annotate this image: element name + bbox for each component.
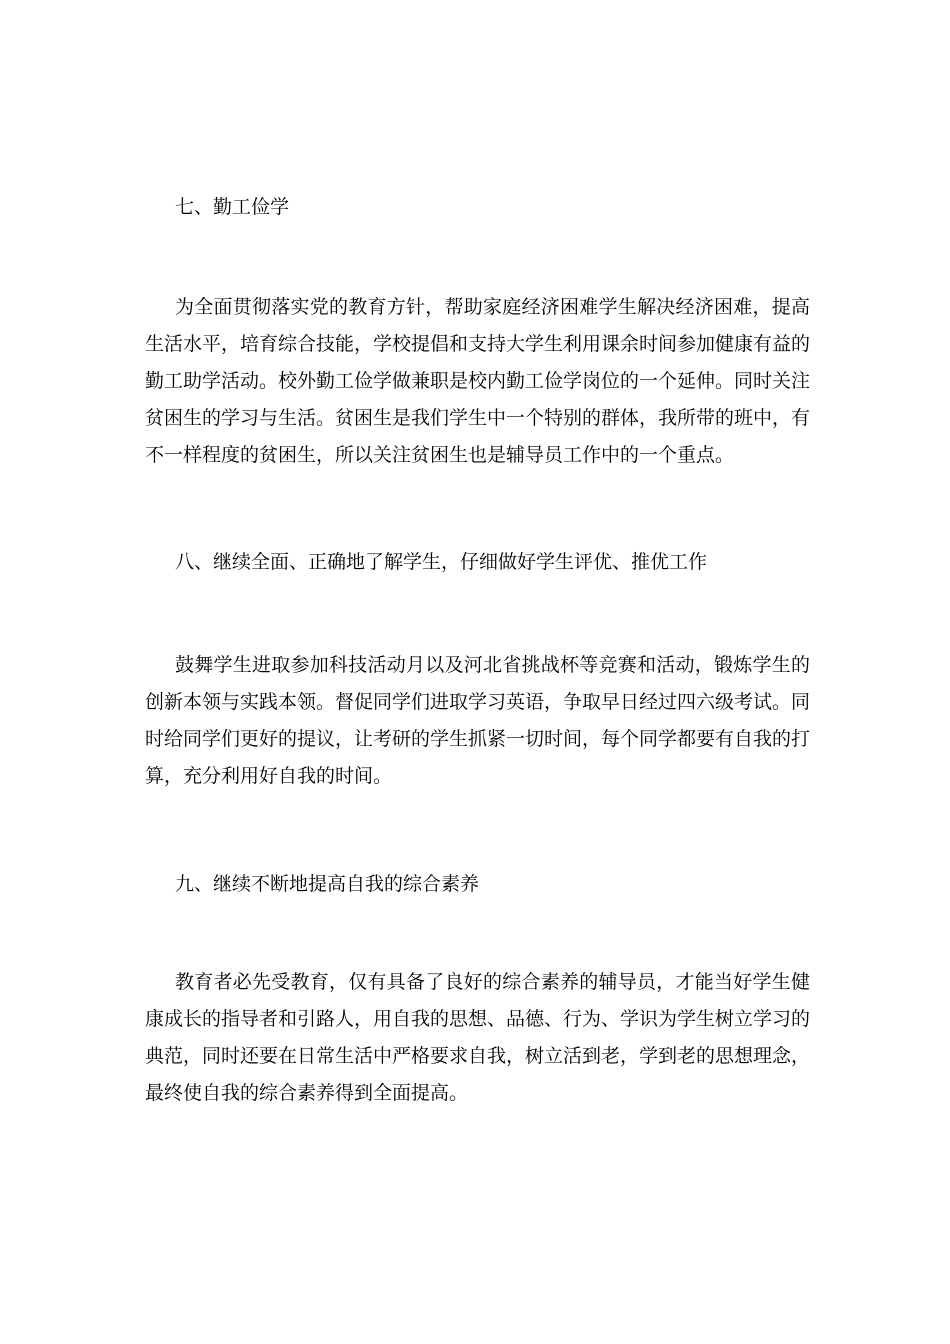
- section-paragraph-9: 教育者必先受教育，仅有具备了良好的综合素养的辅导员，才能当好学生健康成长的指导者和引路人，用自我的思想、品德、行为、学识为学生树立学习的典范，同时还要在日常生活中严格要求自我，树立活到老，学到老的思想理念，最终使自我的综合素养得到全面提高。: [145, 971, 811, 1104]
- section-paragraph-7: 为全面贯彻落实党的教育方针，帮助家庭经济困难学生解决经济困难，提高生活水平，培育综合技能，学校提倡和支持大学生利用课余时间参加健康有益的勤工助学活动。校外勤工俭学做兼职是校内勤工俭学岗位的一个延伸。同时关注贫困生的学习与生活。贫困生是我们学生中一个特别的群体，我所带的班中，有不一样程度的贫困生，所以关注贫困生也是辅导员工作中的一个重点。: [145, 296, 811, 466]
- section-paragraph-8: 鼓舞学生进取参加科技活动月以及河北省挑战杯等竞赛和活动，锻炼学生的创新本领与实践本领。督促同学们进取学习英语，争取早日经过四六级考试。同时给同学们更好的提议，让考研的学生抓紧一切时间，每个同学都要有自我的打算，充分利用好自我的时间。: [145, 654, 811, 787]
- section-heading-7: 七、勤工俭学: [175, 196, 290, 218]
- section-heading-9: 九、继续不断地提高自我的综合素养: [175, 873, 480, 895]
- section-heading-8: 八、继续全面、正确地了解学生，仔细做好学生评优、推优工作: [175, 551, 708, 573]
